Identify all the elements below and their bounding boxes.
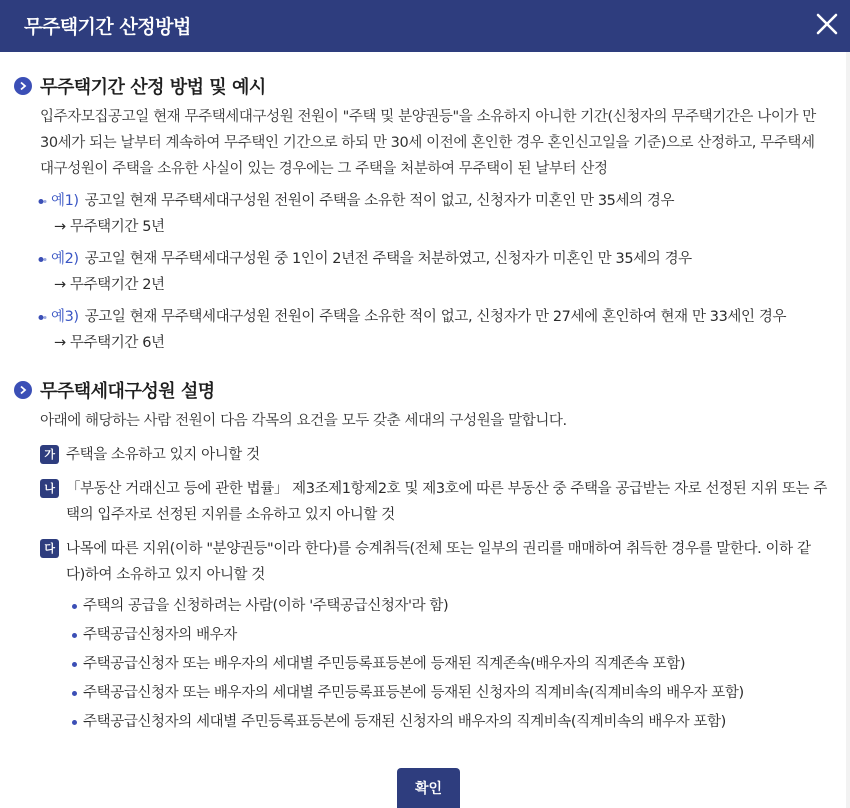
chevron-right-icon	[14, 77, 32, 95]
example-label: 예1)	[51, 193, 79, 209]
section1-heading	[14, 72, 828, 100]
close-button[interactable]	[812, 9, 842, 39]
example-text: 공고일 현재 무주택세대구성원 중 1인이 2년전 주택을 처분하였고, 신청자가 미혼인 만 35세의 경우	[84, 251, 692, 267]
dialog-content	[0, 52, 850, 808]
requirement-text: 나목에 따른 지위(이하 "분양권등"이라 한다)를 승계취득(전체 또는 일부의 권리를 매매하여 취득한 경우를 말한다. 이하 같다)하여 소유하고 있지 아니할 것	[66, 541, 811, 583]
confirm-button[interactable]: 확인	[397, 768, 460, 808]
list-item	[72, 592, 828, 621]
section1-title: 무주택기간 산정 방법 및 예시	[40, 77, 266, 98]
list-item-text: 주택공급신청자 또는 배우자의 세대별 주민등록표등본에 등재된 직계존속(배우자의 직계존속 포함)	[83, 656, 686, 672]
bullet-dot-icon	[72, 691, 77, 696]
section1-description: 입주자모집공고일 현재 무주택세대구성원 전원이 "주택 및 분양권등"을 소유하지 아니한 기간(신청자의 무주택기간은 나이가 만 30세가 되는 날부터 계속하여 무주택인 기간으로 하되 만 30세 이전에 혼인한 경우 혼인신고일을 기준)으로 산정하고, 무주택세대구성원이 주택을 소유한 사실이 있는 경우에는 그 주택을 처분하여 무주택이 된 날부터 산정	[40, 109, 816, 177]
requirement-badge: 나	[40, 479, 59, 498]
requirement-text: 주택을 소유하고 있지 아니할 것	[66, 447, 260, 463]
list-item	[72, 708, 828, 737]
list-item-text: 주택공급신청자의 세대별 주민등록표등본에 등재된 신청자의 배우자의 직계비속(직계비속의 배우자 포함)	[83, 714, 726, 730]
section2-heading	[14, 376, 828, 404]
section2-title: 무주택세대구성원 설명	[40, 381, 215, 402]
bullet-icon	[38, 313, 47, 322]
requirement-item	[40, 476, 828, 528]
bullet-dot-icon	[72, 604, 77, 609]
list-item	[72, 650, 828, 679]
bullet-dot-icon	[72, 633, 77, 638]
requirement-badge: 다	[40, 539, 59, 558]
close-icon	[812, 9, 842, 39]
dialog-title: 무주택기간 산정방법	[24, 16, 191, 38]
list-item	[72, 621, 828, 650]
example-item	[38, 304, 828, 356]
example-label: 예2)	[51, 251, 79, 267]
section2-description: 아래에 해당하는 사람 전원이 다음 각목의 요건을 모두 갖춘 세대의 구성원을 말합니다.	[40, 413, 567, 429]
requirement-item	[40, 536, 828, 588]
example-label: 예3)	[51, 309, 79, 325]
bullet-dot-icon	[72, 720, 77, 725]
member-list	[72, 592, 828, 737]
requirement-text: 「부동산 거래신고 등에 관한 법률」 제3조제1항제2호 및 제3호에 따른 부동산 중 주택을 공급받는 자로 선정된 지위 또는 주택의 입주자로 선정된 지위를 소유하고 있지 아니할 것	[66, 481, 827, 523]
example-text: 공고일 현재 무주택세대구성원 전원이 주택을 소유한 적이 없고, 신청자가 미혼인 만 35세의 경우	[84, 193, 675, 209]
bullet-dot-icon	[72, 662, 77, 667]
requirement-item	[40, 442, 828, 468]
scrollbar[interactable]	[846, 52, 850, 808]
requirement-badge: 가	[40, 445, 59, 464]
example-result: → 무주택기간 5년	[54, 219, 165, 235]
list-item	[72, 679, 828, 708]
list-item-text: 주택공급신청자의 배우자	[83, 627, 237, 643]
example-item	[38, 188, 828, 240]
list-item-text: 주택공급신청자 또는 배우자의 세대별 주민등록표등본에 등재된 신청자의 직계비속(직계비속의 배우자 포함)	[83, 685, 744, 701]
example-result: → 무주택기간 6년	[54, 335, 165, 351]
list-item-text: 주택의 공급을 신청하려는 사람(이하 '주택공급신청자'라 함)	[83, 598, 449, 614]
bullet-icon	[38, 197, 47, 206]
example-text: 공고일 현재 무주택세대구성원 전원이 주택을 소유한 적이 없고, 신청자가 만 27세에 혼인하여 현재 만 33세인 경우	[84, 309, 787, 325]
dialog-header	[0, 0, 850, 52]
chevron-right-icon	[14, 381, 32, 399]
example-item	[38, 246, 828, 298]
bullet-icon	[38, 255, 47, 264]
example-result: → 무주택기간 2년	[54, 277, 165, 293]
